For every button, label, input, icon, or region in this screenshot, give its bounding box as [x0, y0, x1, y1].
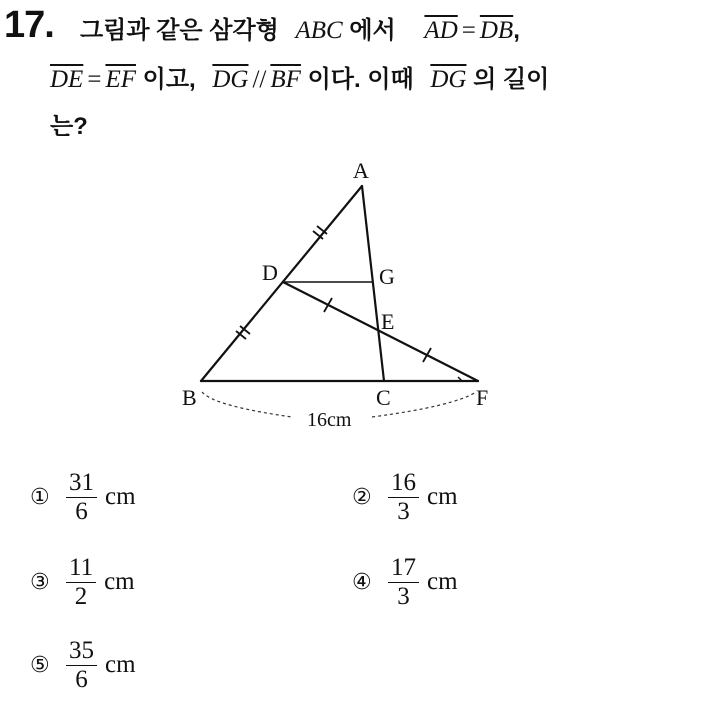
numerator: 16 — [388, 469, 419, 498]
numerator: 35 — [66, 637, 97, 666]
numerator: 17 — [388, 554, 419, 583]
unit: cm — [427, 568, 458, 595]
fraction — [66, 554, 96, 610]
question-text: 의 길이 — [473, 66, 550, 93]
question-line-3: 는? — [50, 113, 88, 140]
fraction — [66, 637, 97, 693]
choice-marker: ② — [352, 484, 372, 510]
segment-de: $\overline{DE}$ — [50, 66, 84, 93]
choice-marker: ④ — [352, 569, 372, 595]
choice-5[interactable] — [30, 637, 136, 693]
equals-sign: = — [87, 66, 102, 93]
choice-2[interactable] — [352, 469, 458, 525]
fraction — [66, 469, 97, 525]
label-c: C — [376, 385, 391, 410]
choice-marker: ③ — [30, 569, 50, 595]
segment-bf: $\overline{BF}$ — [270, 66, 301, 93]
segment-db: $\overline{DB}$ — [479, 17, 514, 44]
segment-ad: $\overline{AD}$ — [424, 17, 458, 44]
denominator: 3 — [397, 582, 410, 610]
label-a: A — [353, 158, 369, 183]
question-text: 에서 — [349, 17, 396, 44]
unit: cm — [427, 483, 458, 510]
question-text: 이다. 이때 — [307, 66, 414, 93]
question-number: 17. — [4, 4, 54, 46]
label-f: F — [476, 385, 489, 410]
label-e: E — [381, 309, 395, 334]
parallel-symbol: // — [252, 66, 267, 93]
numerator: 31 — [66, 469, 97, 498]
numerator: 11 — [66, 554, 96, 583]
dimension-arc-left — [202, 392, 292, 417]
segment-dg: $\overline{DG}$ — [212, 66, 249, 93]
question-text: 그림과 같은 삼각형 — [80, 17, 279, 44]
segment-dg: $\overline{DG}$ — [430, 66, 467, 93]
side-ab — [201, 186, 362, 381]
unit: cm — [105, 651, 136, 678]
choice-marker: ① — [30, 484, 50, 510]
choice-marker: ⑤ — [30, 652, 50, 678]
choice-3[interactable] — [30, 554, 135, 610]
comma: , — [513, 17, 520, 44]
denominator: 6 — [75, 665, 88, 693]
length-label-16cm: 16cm — [307, 409, 352, 431]
equals-sign: = — [461, 17, 476, 44]
denominator: 6 — [75, 497, 88, 525]
choice-1[interactable] — [30, 469, 136, 525]
denominator: 2 — [74, 582, 88, 610]
denominator: 3 — [397, 497, 410, 525]
unit: cm — [105, 483, 136, 510]
label-g: G — [379, 264, 395, 289]
label-b: B — [182, 385, 197, 410]
fraction — [388, 554, 419, 610]
fraction — [388, 469, 419, 525]
unit: cm — [104, 568, 135, 595]
question-text: 이고, — [142, 66, 196, 93]
segment-ef: $\overline{EF}$ — [105, 66, 136, 93]
label-d: D — [262, 260, 278, 285]
choice-4[interactable] — [352, 554, 458, 610]
tick-ef — [423, 348, 431, 362]
triangle-name: ABC — [295, 17, 343, 44]
tick-de — [324, 298, 332, 312]
